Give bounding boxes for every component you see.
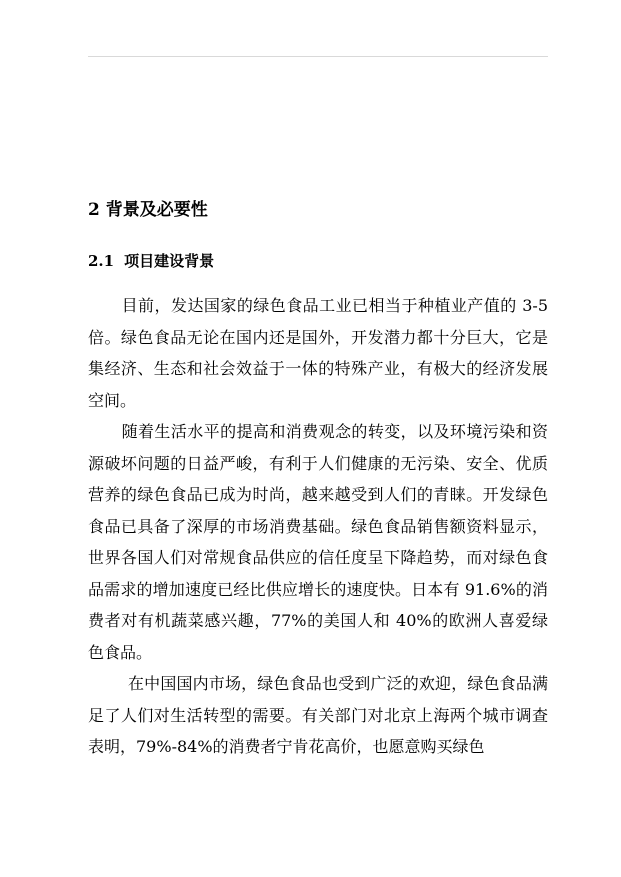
paragraph: 随着生活水平的提高和消费观念的转变，以及环境污染和资源破坏问题的日益严峻，有利于人们健康的无污染、安全、优质营养的绿色食品已成为时尚，越来越受到人们的青睐。开发绿色食品已具备了深厚的市场消费基础。绿色食品销售额资料显示，世界各国人们对常规食品供应的信任度呈下降趋势，而对绿色食品需求的增加速度已经比供应增长的速度快。日本有 91.6%的消费者对有机蔬菜感兴趣，77%的美国人和 40%的欧洲人喜爱绿色食品。 — [88, 422, 548, 662]
paragraph: 在中国国内市场，绿色食品也受到广泛的欢迎，绿色食品满足了人们对生活转型的需要。有关部门对北京上海两个城市调查表明，79%-84%的消费者宁肯花高价，也愿意购买绿色 — [88, 674, 548, 756]
subsection-heading — [88, 250, 214, 272]
subsection-number: 2.1 — [88, 252, 115, 270]
paragraph: 目前，发达国家的绿色食品工业已相当于种植业产值的 3-5 倍。绿色食品无论在国内还是国外，开发潜力都十分巨大，它是集经济、生态和社会效益于一体的特殊产业，有极大的经济发展空间。 — [88, 296, 548, 410]
body-text — [88, 290, 548, 763]
section-heading: 2 背景及必要性 — [88, 200, 208, 220]
subsection-title: 项目建设背景 — [124, 252, 215, 270]
header-rule — [88, 56, 548, 57]
